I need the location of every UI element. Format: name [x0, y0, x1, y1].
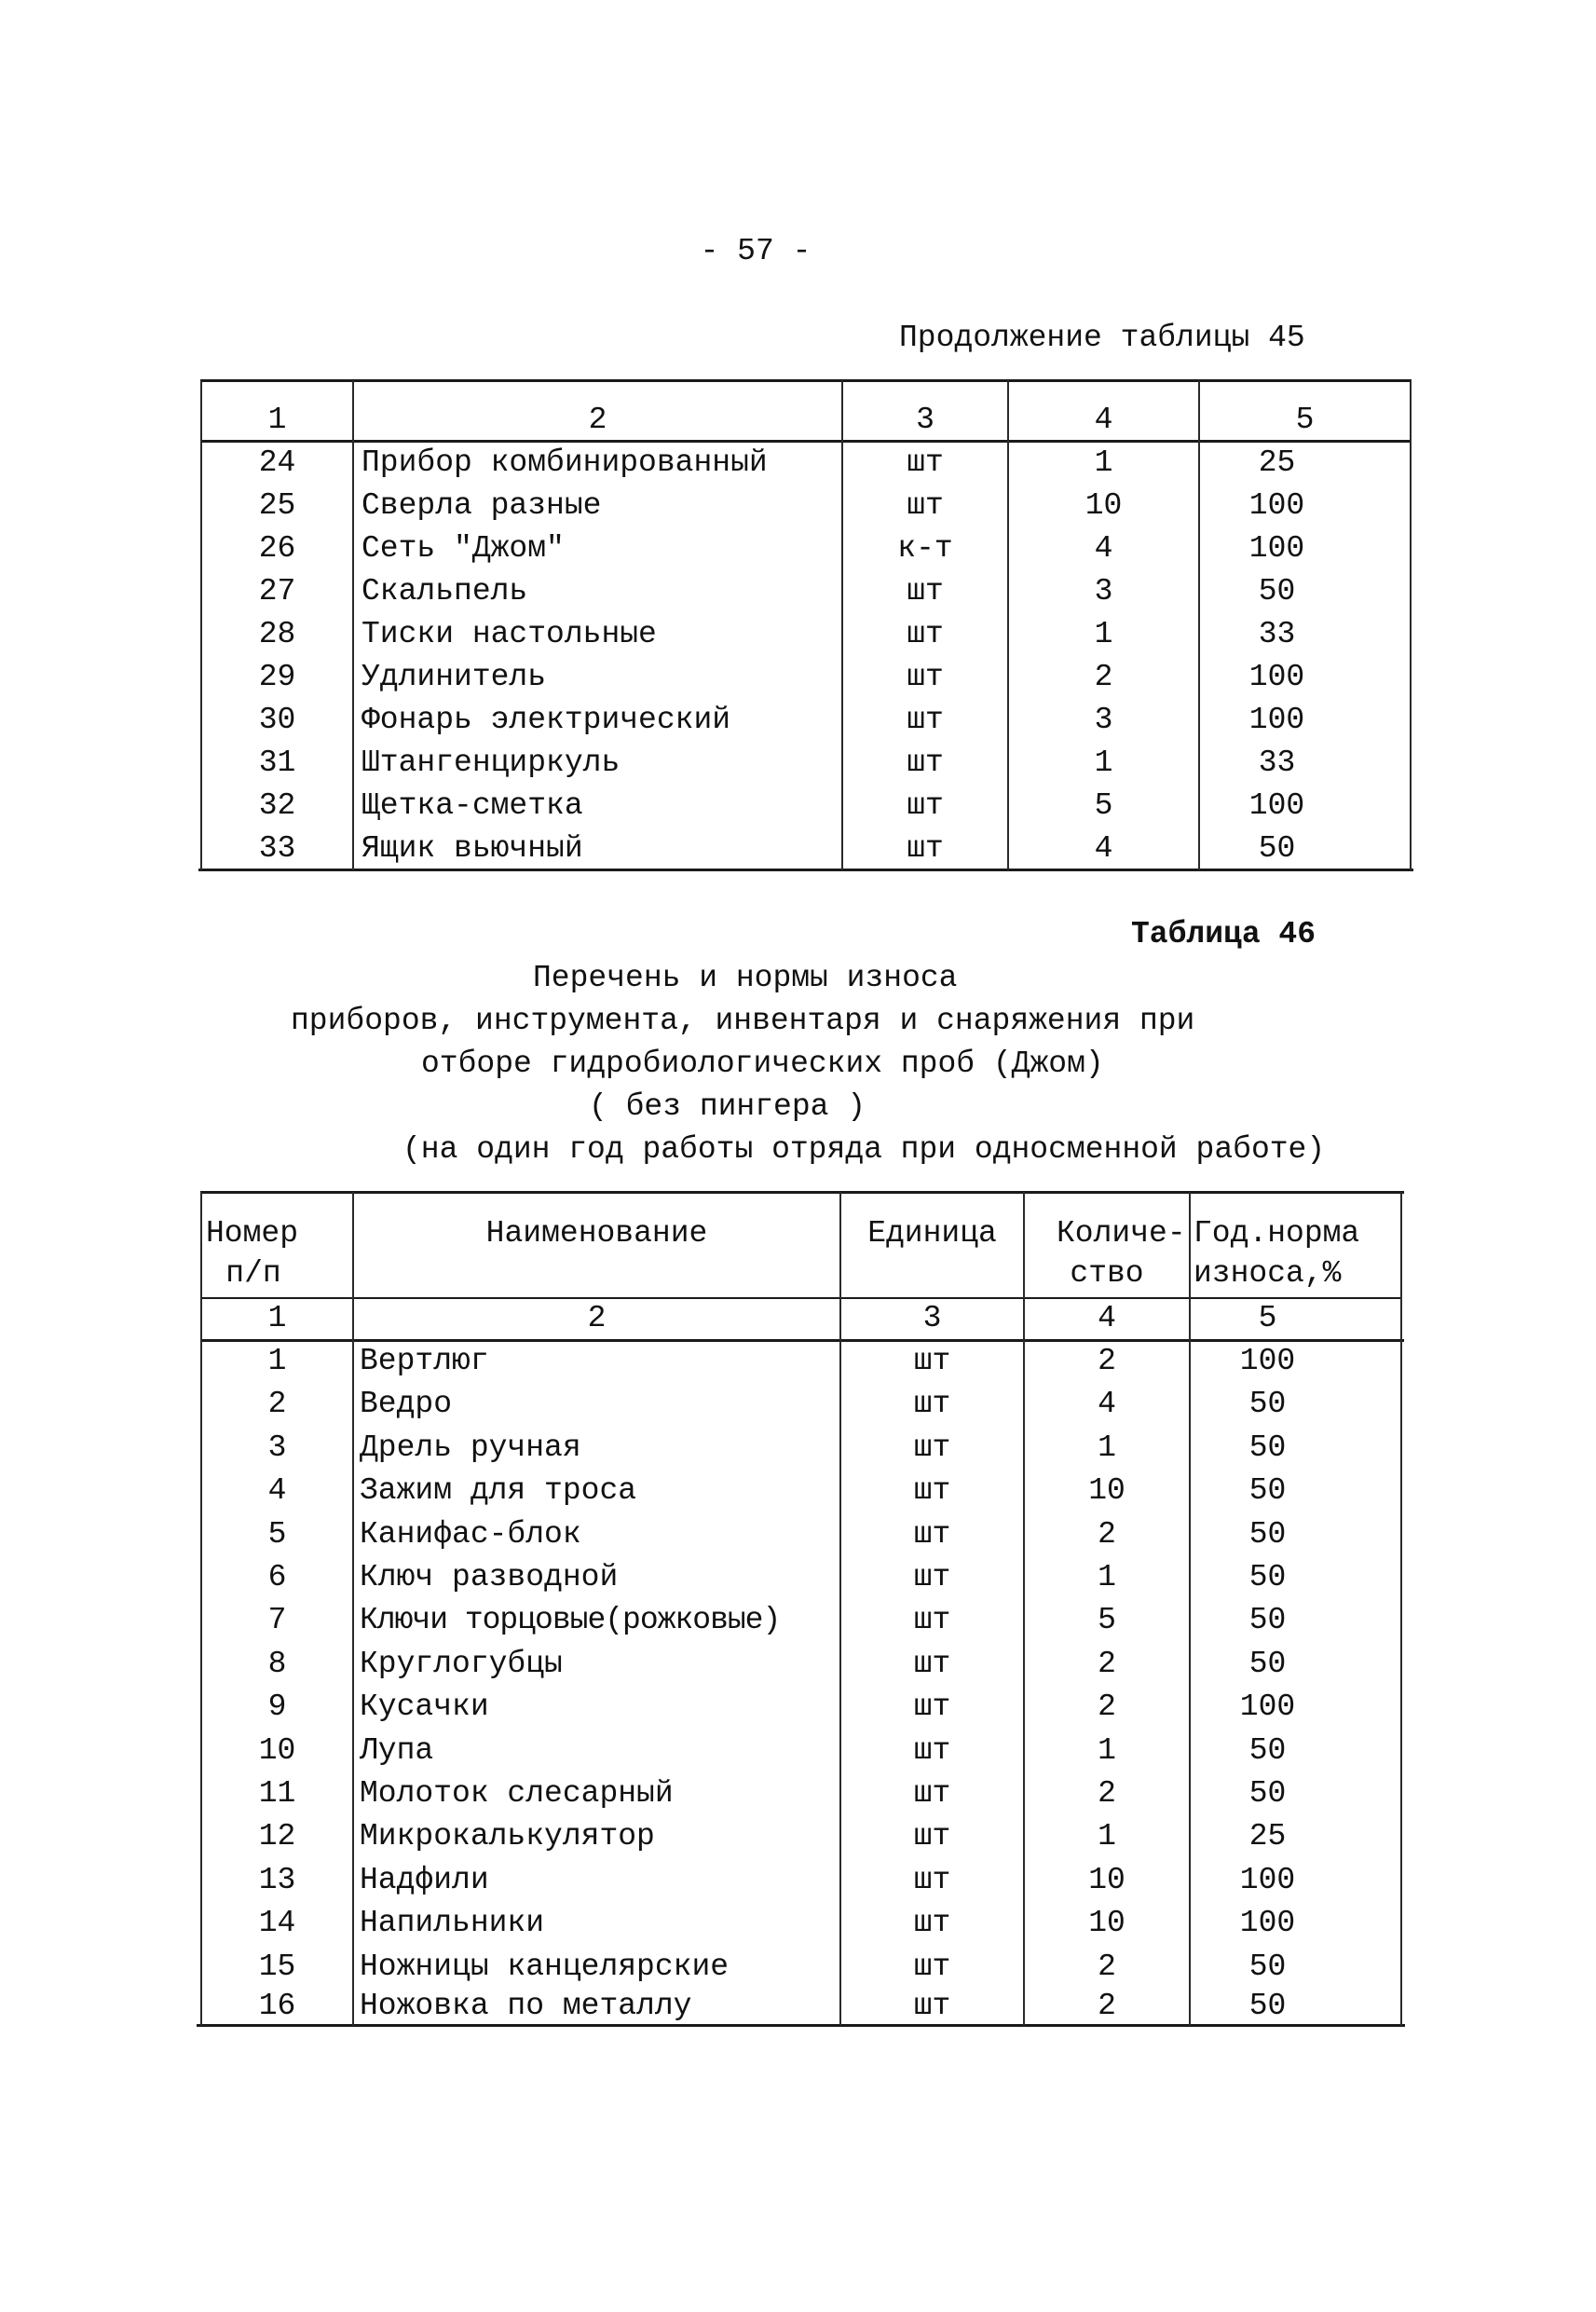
item-qty: 2 [1098, 1344, 1116, 1378]
item-wear: 50 [1258, 574, 1296, 609]
item-qty: 4 [1094, 531, 1113, 566]
item-unit: шт [913, 1517, 951, 1552]
title-line-2: приборов, инструмента, инвентаря и снаряжения при [291, 1004, 1195, 1038]
item-qty: 1 [1094, 746, 1113, 780]
table-row [0, 1732, 1596, 1775]
item-qty: 5 [1098, 1603, 1116, 1637]
row-number: 30 [258, 703, 296, 737]
table-row [0, 616, 1596, 659]
item-unit: шт [913, 1949, 951, 1984]
row-number: 5 [267, 1517, 287, 1552]
table-row [0, 1602, 1596, 1645]
table-row [0, 487, 1596, 530]
row-number: 15 [258, 1949, 296, 1984]
header-qty: Количе- [1057, 1216, 1186, 1251]
item-wear: 100 [1248, 660, 1305, 694]
colnum-5: 5 [1258, 1301, 1277, 1335]
title-line-5: (на один год работы отряда при односменной работе) [402, 1132, 1326, 1167]
item-wear: 50 [1248, 1733, 1287, 1768]
colnum-4: 4 [1094, 403, 1113, 437]
colnum-2: 2 [588, 403, 607, 437]
item-qty: 10 [1088, 1473, 1125, 1508]
item-unit: шт [913, 1560, 951, 1594]
item-unit: к-т [897, 531, 953, 566]
item-unit: шт [913, 1906, 951, 1940]
item-name: Тиски настольные [361, 617, 657, 651]
item-name: Дрель ручная [360, 1430, 581, 1465]
header-wear: Год.норма [1194, 1216, 1360, 1251]
row-number: 11 [258, 1776, 296, 1811]
item-name: Канифас-блок [360, 1517, 581, 1552]
item-unit: шт [907, 703, 944, 737]
item-unit: шт [913, 1344, 951, 1378]
item-name: Вертлюг [360, 1344, 489, 1378]
item-qty: 2 [1098, 1989, 1116, 2023]
row-number: 28 [258, 617, 296, 651]
table-row [0, 1775, 1596, 1818]
item-qty: 2 [1098, 1647, 1116, 1681]
item-name: Зажим для троса [360, 1473, 637, 1508]
table-row [0, 1905, 1596, 1948]
item-name: Штангенциркуль [361, 746, 621, 780]
table-row [0, 1689, 1596, 1731]
item-qty: 1 [1094, 445, 1113, 480]
table-row [0, 1559, 1596, 1602]
item-unit: шт [913, 1863, 951, 1897]
item-name: Ящик вьючный [361, 831, 583, 866]
item-wear: 50 [1248, 1603, 1287, 1637]
table-row [0, 659, 1596, 702]
item-wear: 100 [1239, 1906, 1296, 1940]
header-number: Номер [206, 1216, 299, 1251]
item-wear: 100 [1248, 788, 1305, 823]
colnum-1: 1 [267, 403, 287, 437]
row-number: 25 [258, 488, 296, 523]
colnum-2: 2 [587, 1301, 607, 1335]
row-number: 27 [258, 574, 296, 609]
table45-caption: Продолжение таблицы 45 [899, 321, 1305, 355]
table-row [0, 445, 1596, 487]
item-unit: шт [907, 660, 944, 694]
item-qty: 2 [1098, 1776, 1116, 1811]
item-wear: 33 [1258, 617, 1296, 651]
item-qty: 10 [1084, 488, 1123, 523]
item-wear: 100 [1239, 1690, 1296, 1724]
item-wear: 100 [1239, 1344, 1296, 1378]
row-number: 16 [258, 1989, 296, 2023]
row-number: 14 [258, 1906, 296, 1940]
row-number: 8 [267, 1647, 287, 1681]
item-qty: 2 [1094, 660, 1113, 694]
item-wear: 100 [1248, 488, 1305, 523]
item-name: Щетка-сметка [361, 788, 583, 823]
table-row [0, 1343, 1596, 1386]
item-wear: 50 [1248, 1647, 1287, 1681]
table-row [0, 702, 1596, 745]
item-name: Ключи торцовые(рожковые) [360, 1603, 781, 1637]
item-name: Молоток слесарный [360, 1776, 674, 1811]
item-qty: 1 [1098, 1819, 1116, 1854]
item-name: Фонарь электрический [361, 703, 731, 737]
table-row [0, 787, 1596, 830]
item-name: Удлинитель [361, 660, 547, 694]
table-row [0, 530, 1596, 573]
row-number: 3 [267, 1430, 287, 1465]
item-unit: шт [913, 1647, 951, 1681]
colnum-3: 3 [922, 1301, 942, 1335]
item-name: Ключ разводной [360, 1560, 619, 1594]
item-qty: 3 [1094, 574, 1113, 609]
item-wear: 50 [1248, 1517, 1287, 1552]
item-wear: 50 [1248, 1473, 1287, 1508]
item-name: Кусачки [360, 1690, 489, 1724]
item-name: Ведро [360, 1387, 453, 1421]
item-unit: шт [913, 1690, 951, 1724]
item-wear: 50 [1248, 1989, 1287, 2023]
row-number: 6 [267, 1560, 287, 1594]
item-name: Ножовка по металлу [360, 1989, 692, 2023]
row-number: 24 [258, 445, 296, 480]
row-number: 7 [267, 1603, 287, 1637]
item-qty: 2 [1098, 1690, 1116, 1724]
header-unit: Единица [867, 1216, 997, 1251]
item-unit: шт [907, 488, 944, 523]
item-wear: 50 [1258, 831, 1296, 866]
item-wear: 33 [1258, 746, 1296, 780]
item-unit: шт [913, 1430, 951, 1465]
table46-top-border [200, 1191, 1404, 1194]
header-wear-sub: износа,% [1194, 1256, 1342, 1291]
table-row [0, 1386, 1596, 1429]
row-number: 2 [267, 1387, 287, 1421]
item-unit: шт [913, 1473, 951, 1508]
header-number-sub: п/п [225, 1256, 281, 1291]
item-unit: шт [907, 746, 944, 780]
table-row [0, 1516, 1596, 1559]
header-name: Наименование [485, 1216, 708, 1251]
item-name: Скальпель [361, 574, 528, 609]
item-qty: 2 [1098, 1949, 1116, 1984]
item-qty: 2 [1098, 1517, 1116, 1552]
item-wear: 50 [1248, 1560, 1287, 1594]
item-unit: шт [913, 1989, 951, 2023]
table-row [0, 573, 1596, 616]
item-unit: шт [913, 1603, 951, 1637]
table46-header-divider [200, 1297, 1402, 1299]
title-line-4: ( без пингера ) [589, 1089, 866, 1124]
item-wear: 100 [1248, 531, 1305, 566]
item-wear: 100 [1248, 703, 1305, 737]
item-wear: 50 [1248, 1776, 1287, 1811]
item-qty: 4 [1094, 831, 1113, 866]
item-qty: 3 [1094, 703, 1113, 737]
item-name: Микрокалькулятор [360, 1819, 655, 1854]
row-number: 29 [258, 660, 296, 694]
table46-label: Таблица 46 [1131, 917, 1316, 951]
item-unit: шт [913, 1776, 951, 1811]
item-unit: шт [913, 1733, 951, 1768]
item-qty: 1 [1094, 617, 1113, 651]
page-number: - 57 - [700, 234, 812, 268]
table-row [0, 1472, 1596, 1515]
table-row [0, 1988, 1596, 2031]
table-row [0, 1862, 1596, 1905]
row-number: 31 [258, 746, 296, 780]
title-line-3: отборе гидробиологических проб (Джом) [421, 1047, 1104, 1081]
item-qty: 1 [1098, 1560, 1116, 1594]
title-line-1: Перечень и нормы износа [533, 961, 958, 995]
row-number: 13 [258, 1863, 296, 1897]
item-name: Напильники [360, 1906, 545, 1940]
item-wear: 25 [1258, 445, 1296, 480]
header-qty-sub: ство [1070, 1256, 1144, 1291]
table-row [0, 1949, 1596, 1991]
row-number: 32 [258, 788, 296, 823]
item-wear: 50 [1248, 1949, 1287, 1984]
row-number: 1 [267, 1344, 287, 1378]
colnum-1: 1 [267, 1301, 287, 1335]
item-qty: 10 [1088, 1863, 1125, 1897]
row-number: 33 [258, 831, 296, 866]
item-wear: 100 [1239, 1863, 1296, 1897]
row-number: 12 [258, 1819, 296, 1854]
item-unit: шт [907, 445, 944, 480]
item-wear: 50 [1248, 1430, 1287, 1465]
item-name: Прибор комбинированный [361, 445, 768, 480]
colnum-4: 4 [1098, 1301, 1116, 1335]
item-qty: 5 [1094, 788, 1113, 823]
colnum-5: 5 [1295, 403, 1315, 437]
item-qty: 4 [1098, 1387, 1116, 1421]
item-name: Сверла разные [361, 488, 602, 523]
table-row [0, 1430, 1596, 1472]
item-qty: 10 [1088, 1906, 1125, 1940]
item-unit: шт [913, 1387, 951, 1421]
item-unit: шт [913, 1819, 951, 1854]
row-number: 9 [267, 1690, 287, 1724]
table-row [0, 745, 1596, 787]
table45-top-border [200, 379, 1412, 382]
colnum-3: 3 [916, 403, 934, 437]
table46-column-numbers [0, 1300, 1596, 1343]
item-name: Сеть "Джом" [361, 531, 565, 566]
item-unit: шт [907, 788, 944, 823]
table-row [0, 1818, 1596, 1861]
item-name: Надфили [360, 1863, 489, 1897]
row-number: 4 [267, 1473, 287, 1508]
row-number: 10 [258, 1733, 296, 1768]
item-wear: 50 [1248, 1387, 1287, 1421]
item-name: Ножницы канцелярские [360, 1949, 730, 1984]
table-row [0, 1646, 1596, 1689]
item-qty: 1 [1098, 1733, 1116, 1768]
table45-column-numbers [0, 402, 1596, 445]
row-number: 26 [258, 531, 296, 566]
item-qty: 1 [1098, 1430, 1116, 1465]
item-wear: 25 [1248, 1819, 1287, 1854]
item-name: Лупа [360, 1733, 434, 1768]
item-name: Круглогубцы [360, 1647, 563, 1681]
item-unit: шт [907, 617, 944, 651]
item-unit: шт [907, 831, 944, 866]
item-unit: шт [907, 574, 944, 609]
table-row [0, 830, 1596, 873]
